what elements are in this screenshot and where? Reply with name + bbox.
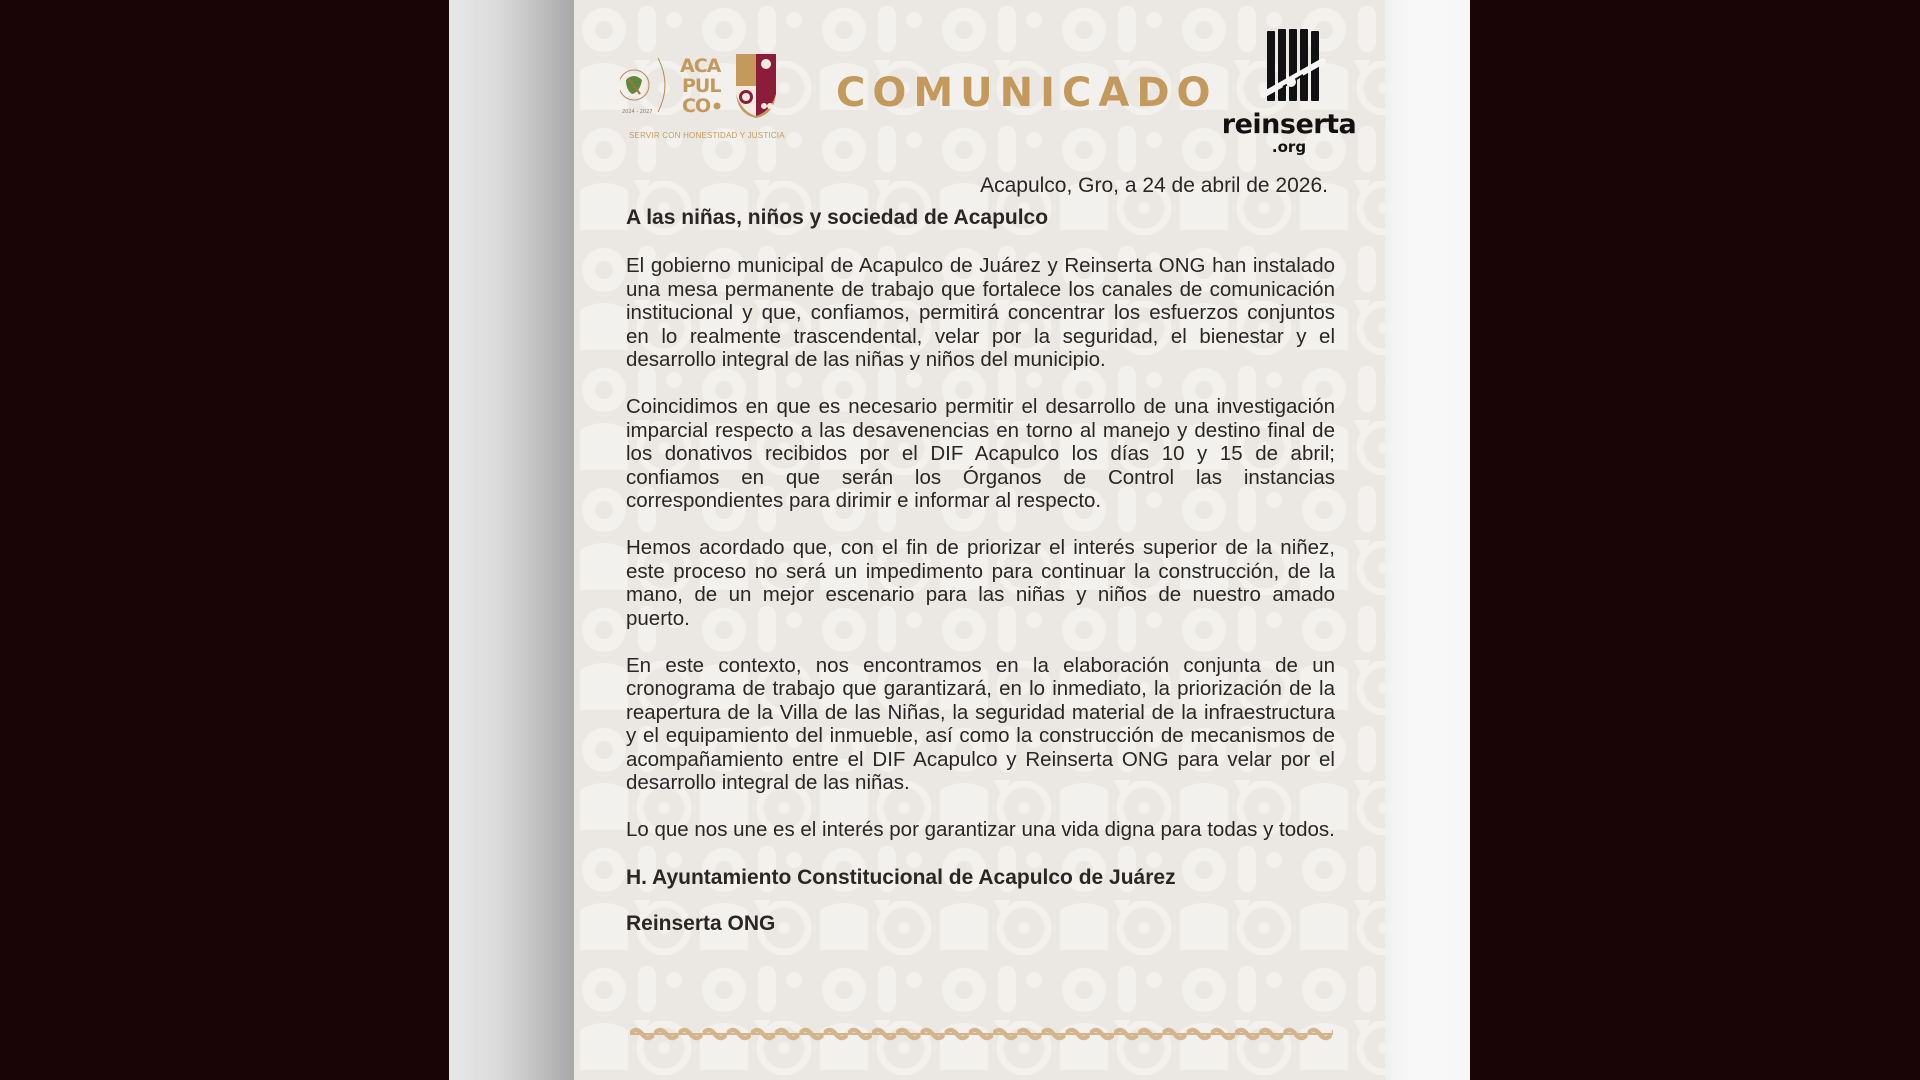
municipal-seal-icon xyxy=(620,58,665,112)
acapulco-shield-icon xyxy=(736,54,776,118)
press-release-page xyxy=(574,0,1385,1080)
salutation: A las niñas, niños y sociedad de Acapulco xyxy=(626,206,1049,229)
date-line: Acapulco, Gro, a 24 de abril de 2026. xyxy=(980,174,1328,197)
acapulco-wordmark-icon xyxy=(680,55,722,117)
logo-tagline: SERVIR CON HONESTIDAD Y JUSTICIA xyxy=(629,131,785,140)
signature-ayuntamiento: H. Ayuntamiento Constitucional de Acapulco de Juárez xyxy=(626,866,1176,889)
svg-text:CO: CO xyxy=(682,95,711,117)
svg-text:2024 - 2027: 2024 - 2027 xyxy=(622,109,653,115)
paragraph-1: El gobierno municipal de Acapulco de Juárez y Reinserta ONG han instalado una mesa permanente de trabajo que fortalece los canales de comunicación institucional y que, confiamos, permitirá concentrar los esfuerzos conjuntos en lo realmente trascendental, velar por la seguridad, el bienestar y el desarrollo integral de las niñas y niños del municipio. xyxy=(626,254,1335,371)
reinserta-domain: .org xyxy=(1271,138,1307,156)
signature-reinserta: Reinserta ONG xyxy=(626,912,776,935)
svg-text:ACA: ACA xyxy=(680,55,721,77)
svg-text:PUL: PUL xyxy=(682,75,721,97)
paragraph-4: En este contexto, nos encontramos en la elaboración conjunta de un cronograma de trabajo que garantizará, en lo inmediato, la priorización de la reapertura de la Villa de las Niñas, la seguridad material de la infraestructura y el equipamiento del inmueble, así como la construcción de mecanismos de acompañamiento entre el DIF Acapulco y Reinserta ONG para velar por el desarrollo integral de las niñas. xyxy=(626,653,1335,794)
paragraph-3: Hemos acordado que, con el fin de priorizar el interés superior de la niñez, este proceso no será un impedimento para continuar la construcción, de la mano, de un mejor escenario para las niñas y niños de nuestro amado puerto. xyxy=(626,536,1335,630)
body-text xyxy=(626,204,1335,957)
reinserta-logo xyxy=(1219,27,1359,157)
page-title: COMUNICADO xyxy=(836,70,1218,116)
reinserta-wordmark: reinserta xyxy=(1221,109,1357,140)
reinserta-bars-hands-icon xyxy=(1219,27,1359,107)
scalloped-divider-icon xyxy=(630,1027,1333,1041)
paragraph-5: Lo que nos une es el interés por garantizar una vida digna para todas y todos. xyxy=(626,818,1335,841)
paragraph-2: Coincidimos en que es necesario permitir el desarrollo de una investigación imparcial respecto a las desavenencias en torno al manejo y destino final de los donativos recibidos por el DIF Acapulco los días 10 y 15 de abril; confiamos en que serán los Órganos de Control las instancias correspondientes para dirimir e informar al respecto. xyxy=(626,395,1335,512)
left-frame-shadow xyxy=(449,0,574,1080)
right-frame-margin xyxy=(1385,0,1470,1080)
